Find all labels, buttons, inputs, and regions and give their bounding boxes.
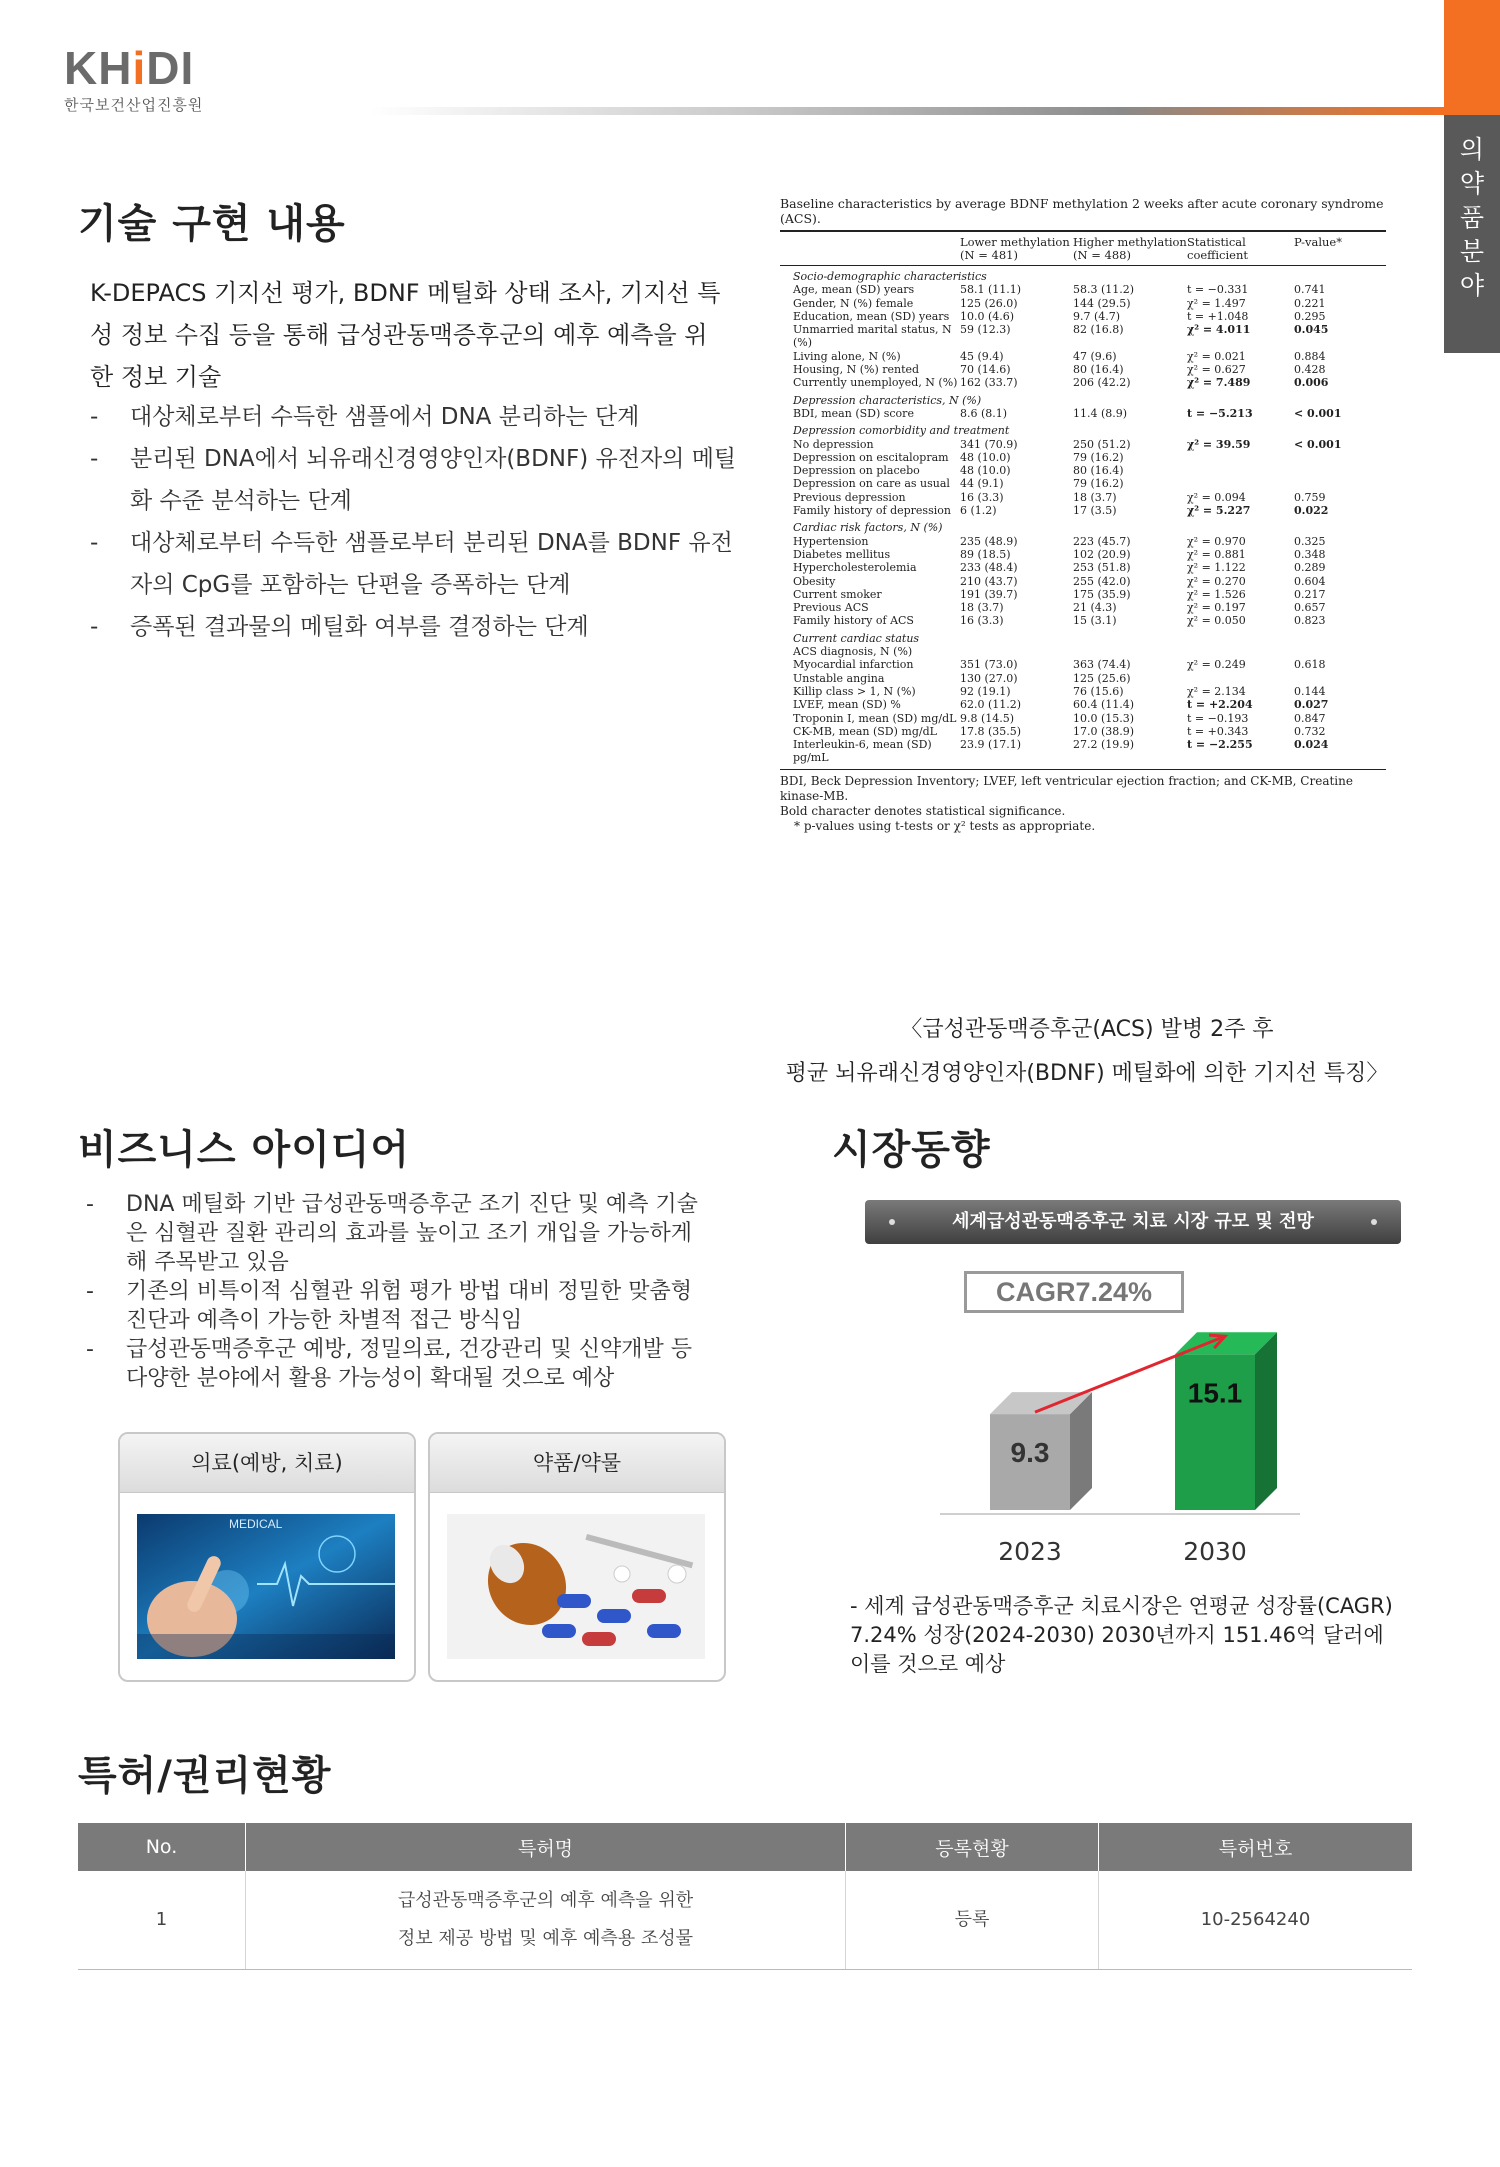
figure-cell: 27.2 (19.9) (1073, 738, 1135, 752)
patent-no: 1 (78, 1871, 246, 1970)
figure-cell: 351 (73.0) (960, 658, 1018, 672)
figure-row (780, 407, 1386, 420)
figure-cell: χ² = 4.011 (1187, 323, 1251, 337)
figure-cell: 255 (42.0) (1073, 574, 1131, 588)
side-tab-char: 의 (1459, 135, 1485, 164)
figure-row (780, 535, 1386, 548)
figure-row (780, 561, 1386, 574)
figure-cell: 16 (3.3) (960, 490, 1004, 504)
figure-cell: 0.027 (1294, 698, 1329, 712)
figure-cell: χ² = 0.270 (1187, 574, 1246, 588)
figure-category: Depression characteristics, N (%) (793, 393, 982, 407)
figure-col-header: Higher methylation (N = 488) (1073, 235, 1187, 262)
figure-cell: 363 (74.4) (1073, 658, 1131, 672)
figure-cell: < 0.001 (1294, 437, 1342, 451)
figure-cell: 9.8 (14.5) (960, 711, 1015, 725)
figure-row (780, 588, 1386, 601)
figure-row (780, 438, 1386, 451)
patent-heading: 특허/권리현황 (78, 1753, 332, 1799)
figure-cell: 82 (16.8) (1073, 323, 1124, 337)
figure-cell: 47 (9.6) (1073, 349, 1117, 363)
figure-col-header: P-value* (1294, 235, 1342, 249)
side-tab-char: 약 (1459, 169, 1485, 198)
figure-cell: t = −0.193 (1187, 711, 1249, 725)
figure-cell: 76 (15.6) (1073, 684, 1124, 698)
patent-col-header: No. (78, 1823, 246, 1871)
figure-cell: χ² = 0.249 (1187, 658, 1246, 672)
figure-cell: 250 (51.2) (1073, 437, 1131, 451)
figure-cell: Living alone, N (%) (793, 349, 901, 363)
tech-lead-text: K-DEPACS 기지선 평가, BDNF 메틸화 상태 조사, 기지선 특성 정보 수집 등을 통해 급성관동맥증후군의 예후 예측을 위한 정보 기술 (90, 279, 721, 391)
figure-cell: 223 (45.7) (1073, 534, 1131, 548)
market-note: - 세계 급성관동맥증후군 치료시장은 연평균 성장률(CAGR) 7.24% 성장(2024-2030) 2030년까지 151.46억 달러에 이를 것으로 예상 (850, 1594, 1393, 1676)
figure-col-header: Lower methylation (N = 481) (960, 235, 1070, 262)
patent-col-header: 등록현황 (846, 1823, 1099, 1871)
figure-cell: χ² = 1.526 (1187, 587, 1246, 601)
figure-cell: Family history of ACS (793, 614, 914, 628)
figure-cell: Age, mean (SD) years (793, 283, 915, 297)
figure-cell: χ² = 0.094 (1187, 490, 1246, 504)
figure-row (780, 376, 1386, 389)
figure-row (780, 350, 1386, 363)
figure-cell: Myocardial infarction (793, 658, 914, 672)
figure-cell: 0.045 (1294, 323, 1329, 337)
figure-cell: 191 (39.7) (960, 587, 1018, 601)
figure-cell: 45 (9.4) (960, 349, 1004, 363)
medical-photo (137, 1514, 395, 1659)
figure-cell: Family history of depression (793, 504, 951, 518)
figure-cell: 0.657 (1294, 601, 1326, 615)
figure-cell: CK-MB, mean (SD) mg/dL (793, 724, 937, 738)
figure-cell: 0.221 (1294, 296, 1326, 310)
bar-value-label: 15.1 (1187, 1377, 1243, 1409)
figure-cell: 206 (42.2) (1073, 376, 1131, 390)
figure-cell: 0.289 (1294, 561, 1326, 575)
figure-cell: 60.4 (11.4) (1073, 698, 1135, 712)
figure-row (780, 738, 1386, 765)
card-label: 의료(예방, 치료) (120, 1434, 414, 1493)
figure-cell: 130 (27.0) (960, 671, 1018, 685)
tech-heading: 기술 구현 내용 (78, 201, 346, 247)
figure-footnote: Bold character denotes statistical significance. (780, 803, 1066, 818)
figure-category: Current cardiac status (793, 631, 920, 645)
bar-value-label: 9.3 (1010, 1437, 1050, 1469)
figure-cell: No depression (793, 437, 874, 451)
figure-cell: Hypercholesterolemia (793, 561, 917, 575)
figure-row (780, 685, 1386, 698)
figure-cell: χ² = 0.970 (1187, 534, 1246, 548)
figure-cell: 9.7 (4.7) (1073, 309, 1121, 323)
cagr-label: CAGR7.24% (964, 1271, 1184, 1313)
figure-caption-line-2: 평균 뇌유래신경영양인자(BDNF) 메틸화에 의한 기지선 특징〉 (785, 1061, 1389, 1086)
figure-cell: 89 (18.5) (960, 547, 1011, 561)
figure-cell: χ² = 1.497 (1187, 296, 1246, 310)
figure-cell (1187, 451, 1294, 464)
figure-cell: Housing, N (%) rented (793, 363, 920, 377)
figure-cell: 0.604 (1294, 574, 1326, 588)
market-chart-banner (865, 1200, 1401, 1244)
figure-category: Depression comorbidity and treatment (793, 424, 1010, 438)
figure-cell (1073, 645, 1187, 658)
figure-cell: 0.144 (1294, 684, 1326, 698)
logo-subtitle: 한국보건산업진흥원 (64, 96, 204, 114)
figure-cell: 0.732 (1294, 724, 1326, 738)
figure-cell (1187, 672, 1294, 685)
figure-cell: 0.847 (1294, 711, 1326, 725)
figure-cell: 17.0 (38.9) (1073, 724, 1135, 738)
logo-text-prefix: KH (64, 42, 133, 94)
figure-cell: 8.6 (8.1) (960, 406, 1008, 420)
figure-cell: BDI, mean (SD) score (793, 406, 914, 420)
figure-cell: 162 (33.7) (960, 376, 1018, 390)
patent-title-line: 급성관동맥증후군의 예후 예측을 위한 (397, 1890, 694, 1911)
business-heading: 비즈니스 아이디어 (78, 1127, 411, 1173)
figure-row (780, 464, 1386, 477)
figure-cell: 0.024 (1294, 738, 1329, 752)
patent-header-row (78, 1823, 1412, 1871)
business-bullet: - 기존의 비특이적 심혈관 위험 평가 방법 대비 정밀한 맞춤형 진단과 예측이 가능한 차별적 접근 방식임 (86, 1277, 706, 1335)
figure-cell: 0.325 (1294, 534, 1326, 548)
figure-cell (1294, 645, 1374, 658)
figure-cell: t = −5.213 (1187, 406, 1253, 420)
figure-row (780, 614, 1386, 627)
figure-cell (1294, 672, 1374, 685)
category-side-tab (1444, 115, 1500, 353)
figure-cell: 235 (48.9) (960, 534, 1018, 548)
figure-cell: 44 (9.1) (960, 477, 1004, 491)
figure-cell: 125 (25.6) (1073, 671, 1131, 685)
figure-cell: 0.741 (1294, 283, 1326, 297)
figure-cell: t = +0.343 (1187, 724, 1249, 738)
figure-cell: 59 (12.3) (960, 323, 1011, 337)
figure-cell: 175 (35.9) (1073, 587, 1131, 601)
figure-category: Socio-demographic characteristics (793, 270, 987, 283)
figure-cell: Interleukin-6, mean (SD) pg/mL (793, 738, 932, 765)
figure-row (780, 548, 1386, 561)
figure-cell: t = −0.331 (1187, 283, 1249, 297)
figure-cell: χ² = 0.197 (1187, 601, 1246, 615)
figure-cell (1187, 477, 1294, 490)
tech-bullet-list (90, 396, 740, 648)
pills-photo (447, 1514, 705, 1659)
figure-cell: 0.006 (1294, 376, 1329, 390)
patent-status: 등록 (846, 1871, 1099, 1970)
figure-category: Cardiac risk factors, N (%) (793, 521, 943, 535)
figure-cell: Gender, N (%) female (793, 296, 914, 310)
figure-cell: χ² = 0.881 (1187, 547, 1246, 561)
figure-cell: 0.348 (1294, 547, 1326, 561)
banner-dot-right (1371, 1219, 1377, 1225)
figure-cell: Previous ACS (793, 601, 869, 615)
figure-cell: 0.884 (1294, 349, 1326, 363)
accent-block (1444, 0, 1500, 115)
figure-cell: Depression on placebo (793, 464, 920, 478)
figure-cell: 92 (19.1) (960, 684, 1011, 698)
figure-row (780, 712, 1386, 725)
figure-row (780, 658, 1386, 671)
figure-cell: < 0.001 (1294, 406, 1342, 420)
figure-cell: Previous depression (793, 490, 906, 504)
figure-cell (1187, 645, 1294, 658)
application-card-pharma (428, 1432, 726, 1682)
tech-bullet: - 대상체로부터 수득한 샘플로부터 분리된 DNA를 BDNF 유전자의 CpG를 포함하는 단편을 증폭하는 단계 (90, 522, 740, 606)
figure-cell: 80 (16.4) (1073, 363, 1124, 377)
patent-table (78, 1823, 1412, 1970)
figure-cell (1294, 464, 1374, 477)
patent-number: 10-2564240 (1099, 1871, 1413, 1970)
figure-cell: χ² = 0.021 (1187, 349, 1246, 363)
banner-dot-left (889, 1219, 895, 1225)
figure-cell: 102 (20.9) (1073, 547, 1131, 561)
figure-cell: Unmarried marital status, N (%) (793, 323, 952, 350)
figure-cell: Unstable angina (793, 671, 885, 685)
figure-row (780, 575, 1386, 588)
figure-cell (960, 645, 1073, 658)
figure-cell (1187, 464, 1294, 477)
figure-cell: 48 (10.0) (960, 450, 1011, 464)
figure-cell: 15 (3.1) (1073, 614, 1117, 628)
figure-body (780, 270, 1386, 765)
figure-cell: 341 (70.9) (960, 437, 1018, 451)
figure-cell: 17.8 (35.5) (960, 724, 1022, 738)
figure-cell: 0.217 (1294, 587, 1326, 601)
figure-cell: 17 (3.5) (1073, 504, 1117, 518)
figure-cell: 58.3 (11.2) (1073, 283, 1135, 297)
figure-cell: 0.823 (1294, 614, 1326, 628)
patent-col-header: 특허명 (246, 1823, 846, 1871)
bar-side (1255, 1332, 1277, 1510)
figure-row (780, 283, 1386, 296)
application-card-medical (118, 1432, 416, 1682)
figure-cell: 0.759 (1294, 490, 1326, 504)
figure-cell: 23.9 (17.1) (960, 738, 1022, 752)
market-chart-title: 세계급성관동맥증후군 치료 시장 규모 및 전망 (952, 1211, 1314, 1232)
figure-cell (1294, 451, 1374, 464)
figure-row (780, 297, 1386, 310)
side-tab-char: 분 (1459, 237, 1485, 266)
figure-row (780, 310, 1386, 323)
figure-cell: 0.022 (1294, 504, 1329, 518)
figure-cell: Troponin I, mean (SD) mg/dL (793, 711, 957, 725)
figure-cell: 10.0 (4.6) (960, 309, 1015, 323)
figure-cell: 18 (3.7) (960, 601, 1004, 615)
baseline-characteristics-table (780, 196, 1386, 988)
figure-cell: χ² = 39.59 (1187, 437, 1251, 451)
figure-row (780, 504, 1386, 517)
figure-footnotes (780, 774, 1386, 834)
market-bar-chart (900, 1310, 1320, 1600)
figure-footnote: BDI, Beck Depression Inventory; LVEF, left ventricular ejection fraction; and CK-MB, Creatine kinase-MB. (780, 773, 1353, 803)
figure-cell: 233 (48.4) (960, 561, 1018, 575)
figure-header-rule (780, 265, 1386, 266)
figure-cell: χ² = 5.227 (1187, 504, 1251, 518)
figure-cell: 144 (29.5) (1073, 296, 1131, 310)
bar-category-label: 2030 (1183, 1537, 1247, 1566)
medical-photo-label: MEDICAL (229, 1517, 283, 1531)
figure-cell: χ² = 7.489 (1187, 376, 1251, 390)
figure-caption-line-1: 〈급성관동맥증후군(ACS) 발병 2주 후 (900, 1017, 1274, 1042)
figure-cell: χ² = 2.134 (1187, 684, 1246, 698)
figure-row (780, 491, 1386, 504)
figure-cell: 0.618 (1294, 658, 1326, 672)
logo-text-dot: i (132, 42, 147, 94)
figure-row (780, 451, 1386, 464)
tech-bullet: - 분리된 DNA에서 뇌유래신경영양인자(BDNF) 유전자의 메틸화 수준 분석하는 단계 (90, 438, 740, 522)
patent-col-header: 특허번호 (1099, 1823, 1413, 1871)
figure-cell: 253 (51.8) (1073, 561, 1131, 575)
figure-cell: Hypertension (793, 534, 869, 548)
figure-cell: Current smoker (793, 587, 882, 601)
figure-row (780, 323, 1386, 350)
figure-cell: 62.0 (11.2) (960, 698, 1022, 712)
logo-text-suffix: DI (146, 42, 195, 94)
figure-cell: 125 (26.0) (960, 296, 1018, 310)
figure-cell: 210 (43.7) (960, 574, 1018, 588)
figure-footnote: * p-values using t-tests or χ² tests as appropriate. (794, 818, 1096, 833)
figure-cell: t = +1.048 (1187, 309, 1249, 323)
figure-cell: 11.4 (8.9) (1073, 406, 1128, 420)
figure-cell: χ² = 1.122 (1187, 561, 1246, 575)
figure-row (780, 645, 1386, 658)
figure-cell: 48 (10.0) (960, 464, 1011, 478)
figure-col-header (780, 236, 960, 261)
business-bullet: - 급성관동맥증후군 예방, 정밀의료, 건강관리 및 신약개발 등 다양한 분야에서 활용 가능성이 확대될 것으로 예상 (86, 1335, 706, 1393)
figure-cell: Killip class > 1, N (%) (793, 684, 916, 698)
side-tab-char: 야 (1459, 271, 1485, 300)
figure-cell: 10.0 (15.3) (1073, 711, 1135, 725)
figure-cell: 0.295 (1294, 309, 1326, 323)
figure-row (780, 672, 1386, 685)
figure-header-row (780, 232, 1386, 265)
tech-bullet: - 증폭된 결과물의 메틸화 여부를 결정하는 단계 (90, 606, 740, 648)
figure-cell: Currently unemployed, N (%) (793, 376, 958, 390)
figure-cell: 0.428 (1294, 363, 1326, 377)
figure-cell: 6 (1.2) (960, 504, 997, 518)
figure-cell: 70 (14.6) (960, 363, 1011, 377)
figure-cell: 21 (4.3) (1073, 601, 1117, 615)
figure-cell: 79 (16.2) (1073, 477, 1124, 491)
figure-cell: 79 (16.2) (1073, 450, 1124, 464)
business-bullet: - DNA 메틸화 기반 급성관동맥증후군 조기 진단 및 예측 기술은 심혈관 질환 관리의 효과를 높이고 조기 개입을 가능하게 해 주목받고 있음 (86, 1190, 706, 1277)
tech-bullet: - 대상체로부터 수득한 샘플에서 DNA 분리하는 단계 (90, 396, 740, 438)
market-heading: 시장동향 (832, 1127, 991, 1173)
figure-cell: Depression on escitalopram (793, 450, 949, 464)
figure-cell: LVEF, mean (SD) % (793, 698, 901, 712)
figure-cell: χ² = 0.627 (1187, 363, 1246, 377)
figure-cell (1294, 477, 1374, 490)
figure-cell: t = −2.255 (1187, 738, 1253, 752)
figure-cell: 16 (3.3) (960, 614, 1004, 628)
bar-category-label: 2023 (998, 1537, 1062, 1566)
figure-col-header: Statistical coefficient (1187, 235, 1248, 262)
business-bullet-list (86, 1190, 706, 1393)
table-row (78, 1871, 1412, 1970)
figure-cell: Obesity (793, 574, 836, 588)
figure-cell: Depression on care as usual (793, 477, 950, 491)
figure-cell: Diabetes mellitus (793, 547, 891, 561)
figure-row (780, 477, 1386, 490)
side-tab-char: 품 (1459, 203, 1485, 232)
figure-row (780, 725, 1386, 738)
figure-title: Baseline characteristics by average BDNF methylation 2 weeks after acute coronary syndrome (ACS). (780, 196, 1384, 226)
card-label: 약품/약물 (430, 1434, 724, 1493)
header-divider (370, 107, 1444, 115)
khidi-logo (64, 44, 203, 115)
figure-row (780, 363, 1386, 376)
patent-title (246, 1871, 846, 1970)
figure-cell: 18 (3.7) (1073, 490, 1117, 504)
figure-cell: Education, mean (SD) years (793, 309, 950, 323)
figure-cell: χ² = 0.050 (1187, 614, 1246, 628)
figure-cell: 80 (16.4) (1073, 464, 1124, 478)
figure-cell: 58.1 (11.1) (960, 283, 1022, 297)
figure-cell: ACS diagnosis, N (%) (793, 645, 913, 659)
figure-cell: t = +2.204 (1187, 698, 1253, 712)
figure-row (780, 601, 1386, 614)
figure-row (780, 698, 1386, 711)
patent-title-line: 정보 제공 방법 및 예후 예측용 조성물 (397, 1928, 694, 1949)
figure-bottom-rule (780, 769, 1386, 770)
